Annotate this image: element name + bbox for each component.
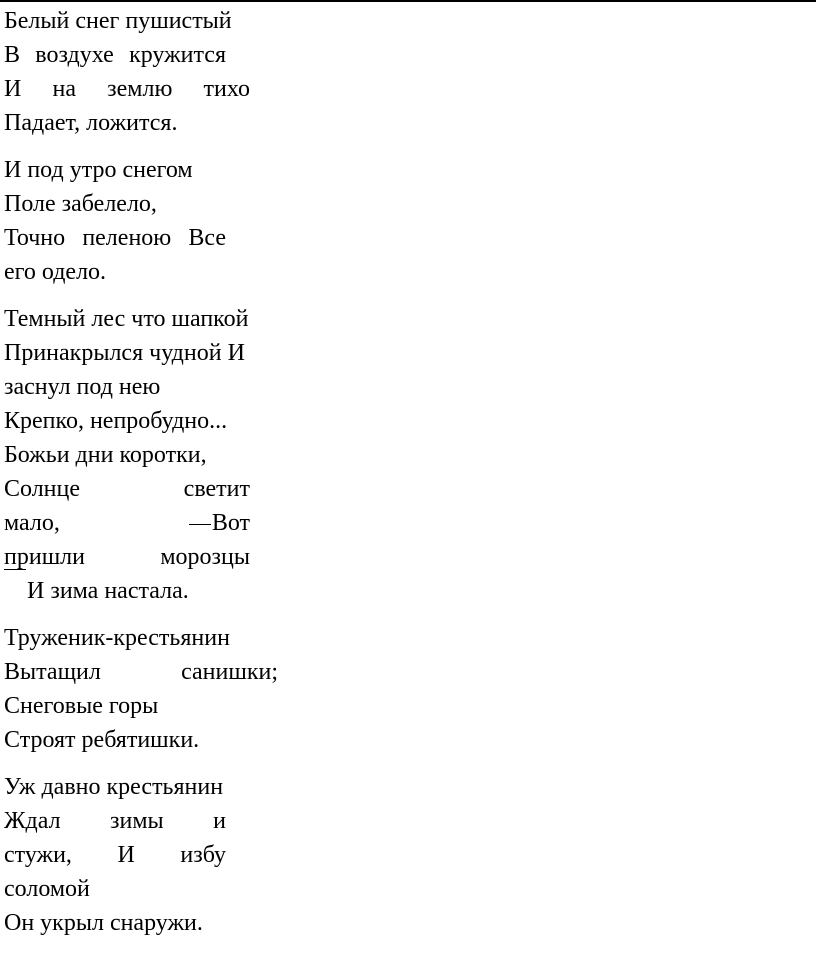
- poem-line: [4, 38, 226, 72]
- poem-word: Все: [188, 225, 226, 251]
- poem-line-text: Белый снег пушистый: [4, 8, 232, 34]
- poem: [4, 4, 304, 953]
- poem-line: [4, 4, 304, 38]
- poem-line: [4, 655, 278, 689]
- poem-line: [4, 838, 226, 872]
- poem-line: [4, 872, 304, 906]
- poem-word: избу: [180, 842, 226, 868]
- poem-line-text: Строят ребятишки.: [4, 727, 200, 753]
- poem-line: [4, 540, 250, 574]
- poem-word: Вот: [189, 506, 250, 540]
- poem-line: [4, 906, 304, 940]
- poem-line-text: соломой: [4, 876, 90, 902]
- poem-word: землю: [107, 76, 173, 102]
- poem-line-text: Поле забелело,: [4, 191, 157, 217]
- poem-line-text: Он укрыл снаружи.: [4, 910, 203, 936]
- poem-line: [4, 804, 226, 838]
- poem-line-text: его одело.: [4, 259, 107, 285]
- poem-line: [4, 689, 304, 723]
- stanza: [4, 4, 304, 140]
- poem-line: [4, 370, 304, 404]
- poem-word: на: [52, 76, 76, 102]
- poem-word: Солнце: [4, 476, 81, 502]
- poem-word: санишки;: [181, 659, 278, 685]
- underline-mark: [4, 569, 26, 570]
- poem-line-text: Божьи дни коротки,: [4, 442, 207, 468]
- poem-line-text: И под утро снегом: [4, 157, 193, 183]
- poem-line: [4, 221, 226, 255]
- poem-line-text: Падает, ложится.: [4, 110, 178, 136]
- poem-word: Вытащил: [4, 659, 101, 685]
- poem-word: И: [117, 842, 135, 868]
- poem-line: [4, 187, 304, 221]
- stanza: [4, 302, 304, 608]
- poem-word: и: [213, 808, 226, 834]
- poem-line-text: И зима настала.: [27, 578, 189, 604]
- stanza: [4, 770, 304, 940]
- poem-line: [4, 770, 304, 804]
- poem-line: [4, 106, 304, 140]
- poem-word: кружится: [129, 42, 226, 68]
- poem-line: [4, 153, 304, 187]
- poem-line-text: Крепко, непробудно...: [4, 408, 228, 434]
- poem-word: пришли: [4, 544, 85, 570]
- poem-line-text: Принакрылся чудной И: [4, 340, 245, 366]
- poem-line-text: Уж давно крестьянин: [4, 774, 224, 800]
- poem-line: [4, 336, 304, 370]
- poem-line: [4, 404, 304, 438]
- underline-mark: [189, 524, 211, 525]
- poem-line-text: Труженик-крестьянин: [4, 625, 230, 651]
- poem-word: И: [4, 76, 22, 102]
- poem-word: пеленою: [82, 225, 172, 251]
- stanza: [4, 621, 304, 757]
- poem-word: воздухе: [35, 42, 114, 68]
- poem-word: Точно: [4, 225, 66, 251]
- poem-word: Ждал: [4, 808, 61, 834]
- poem-word: зимы: [110, 808, 164, 834]
- poem-line: [4, 302, 304, 336]
- top-rule: [0, 0, 816, 2]
- stanza: [4, 153, 304, 289]
- poem-line: [4, 723, 304, 757]
- poem-word: В: [4, 42, 21, 68]
- poem-line-text: Снеговые горы: [4, 693, 159, 719]
- poem-word: морозцы: [160, 544, 250, 570]
- poem-line-text: заснул под нею: [4, 374, 161, 400]
- poem-line: [4, 506, 250, 540]
- poem-word: стужи,: [4, 842, 72, 868]
- poem-line: [4, 72, 250, 106]
- poem-line: [4, 621, 304, 655]
- poem-word: светит: [183, 476, 250, 502]
- poem-word: мало,: [4, 510, 60, 536]
- poem-line: [4, 438, 304, 472]
- poem-line: [4, 472, 250, 506]
- poem-line: [4, 255, 304, 289]
- poem-line-text: Темный лес что шапкой: [4, 306, 249, 332]
- poem-word: тихо: [203, 76, 250, 102]
- poem-line: [4, 574, 304, 608]
